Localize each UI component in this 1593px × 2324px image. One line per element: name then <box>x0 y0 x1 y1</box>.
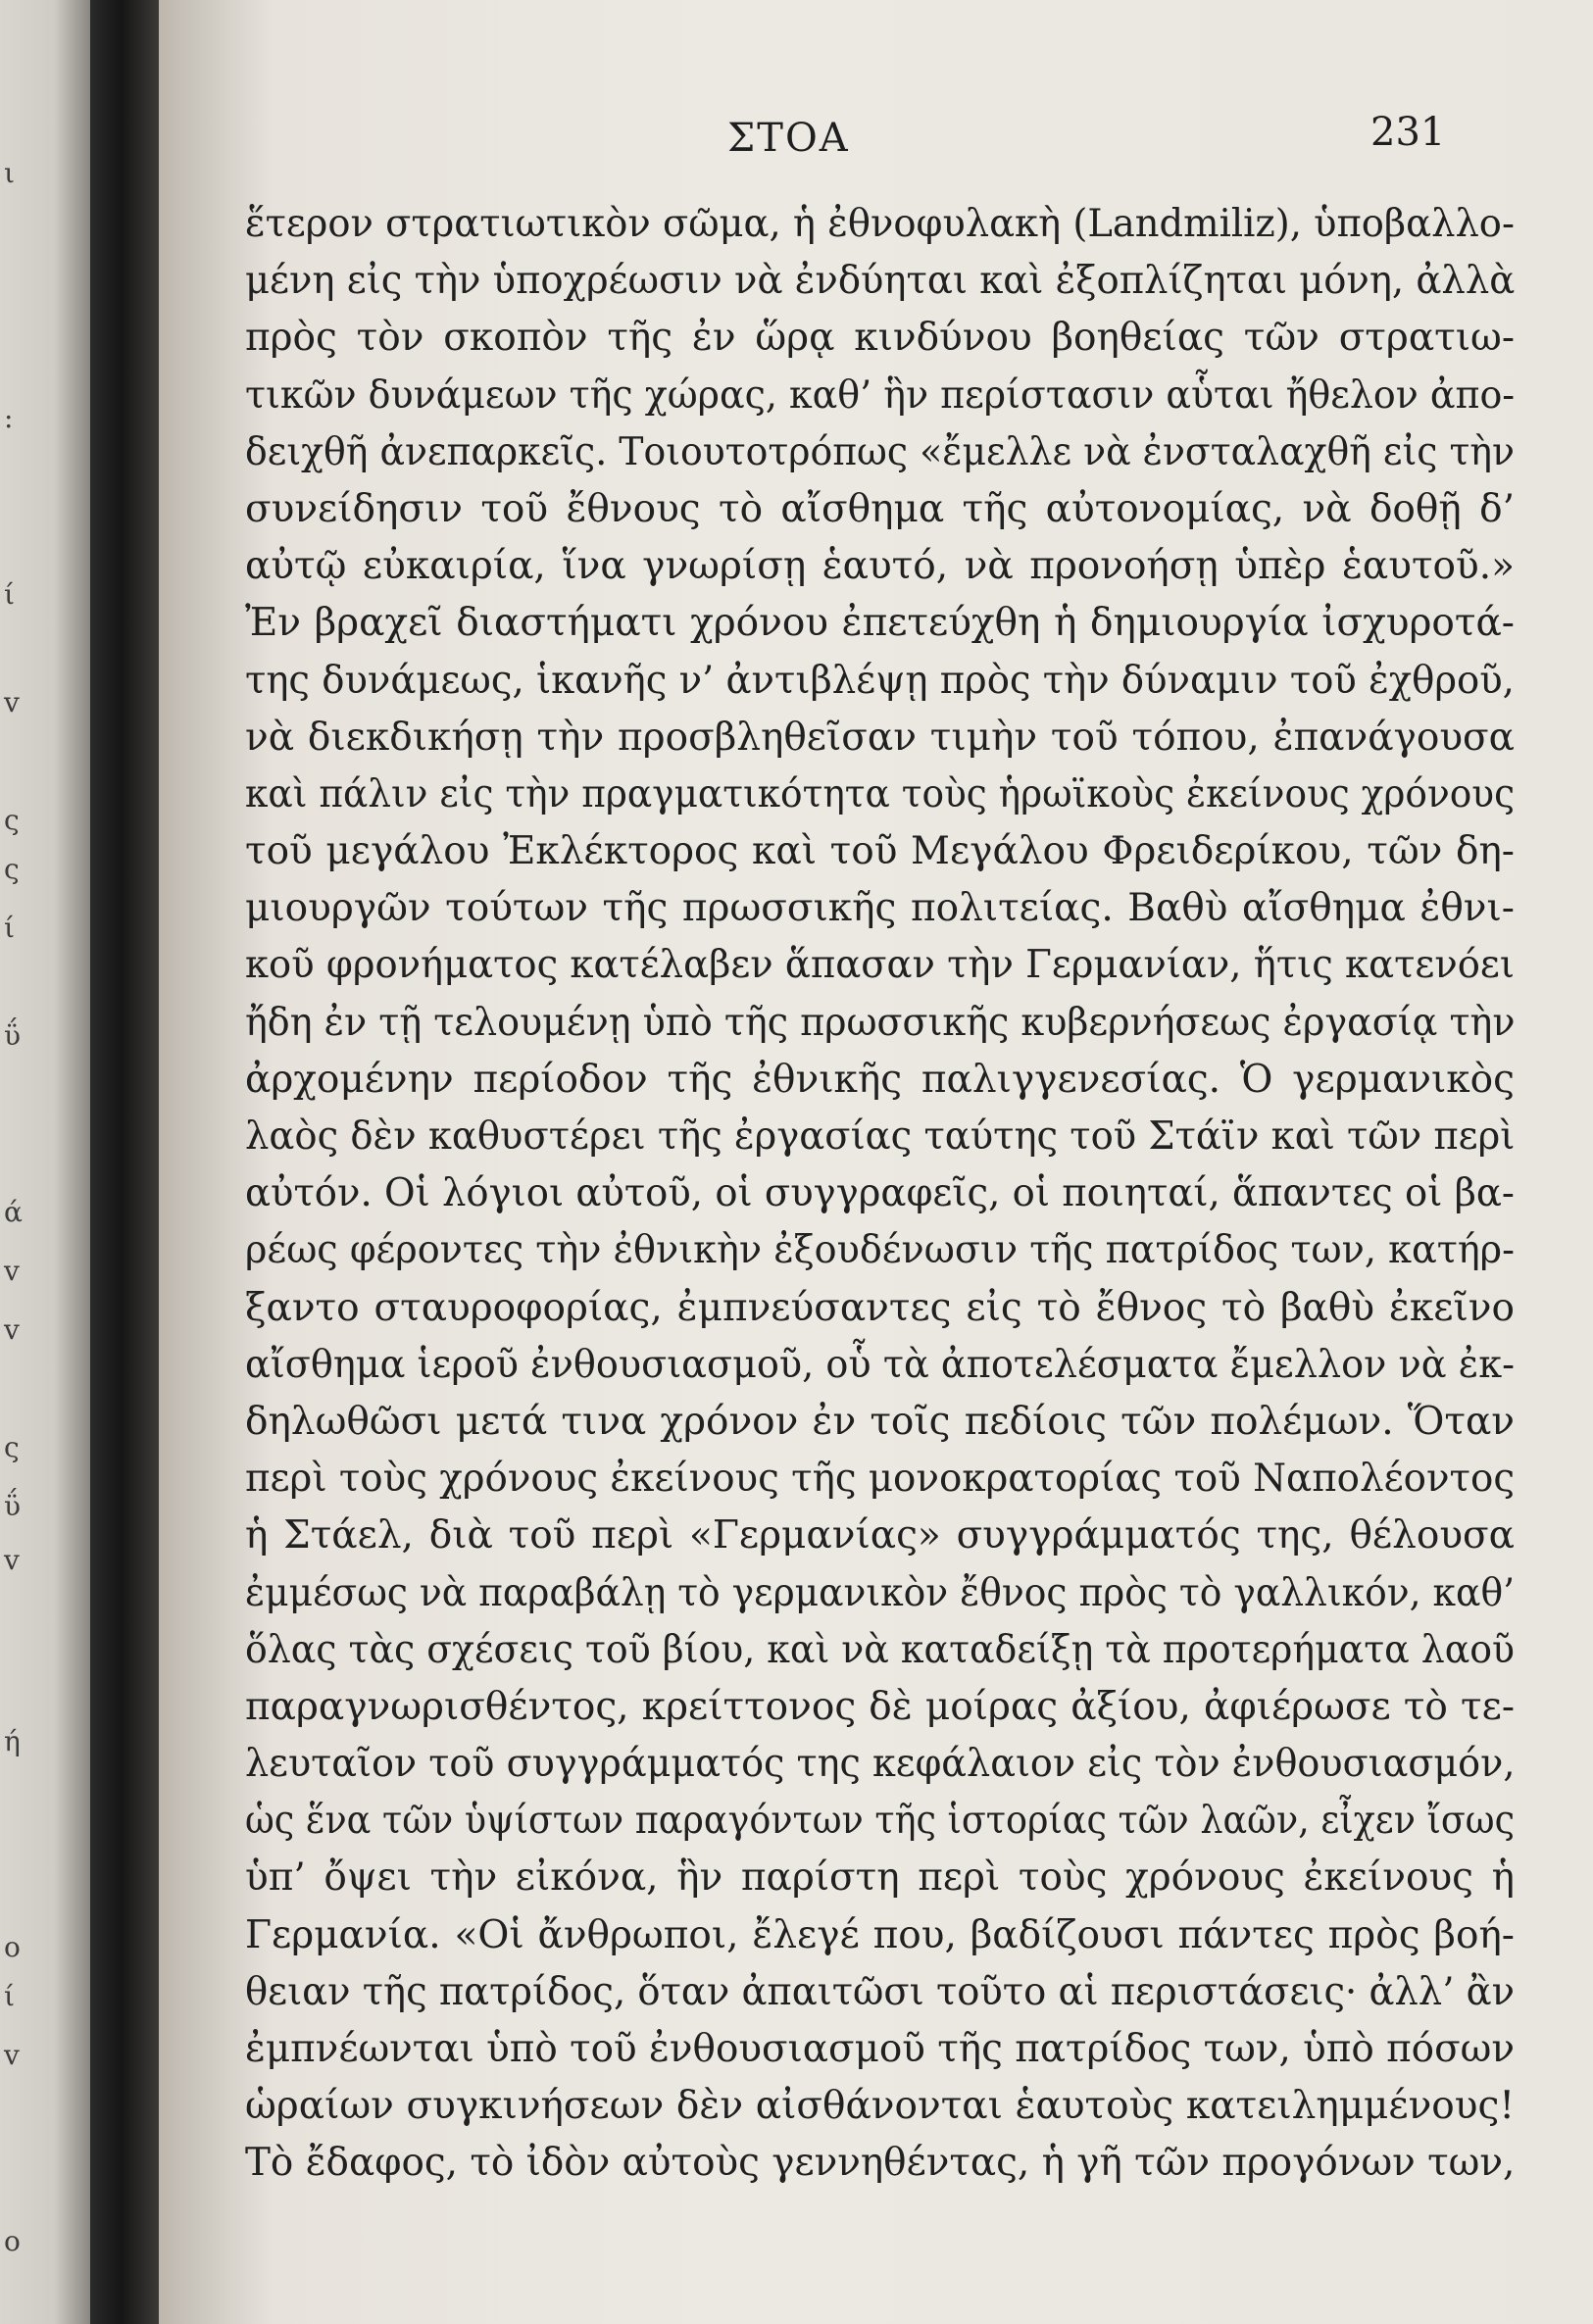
text-line: καὶ πάλιν εἰς τὴν πραγματικότητα τοὺς ἡρωϊκοὺς ἐκείνους χρόνους <box>245 771 1516 816</box>
body-text <box>245 196 1515 2193</box>
text-line: μιουργῶν τούτων τῆς πρωσσικῆς πολιτείας. Βαθὺ αἴσθημα ἐθνι- <box>245 886 1515 931</box>
text-line: Γερμανία. «Οἱ ἄνθρωποι, ἔλεγέ που, βαδίζουσι πάντες πρὸς βοή- <box>245 1912 1515 1957</box>
text-line: ὅλας τὰς σχέσεις τοῦ βίου, καὶ νὰ καταδείξῃ τὰ προτερήματα λαοῦ <box>245 1627 1516 1672</box>
text-line: ὡς ἕνα τῶν ὑψίστων παραγόντων τῆς ἱστορίας τῶν λαῶν, εἶχεν ἴσως <box>245 1799 1516 1844</box>
text-line: αὐτῷ εὐκαιρία, ἵνα γνωρίσῃ ἑαυτό, νὰ προνοήσῃ ὑπὲρ ἑαυτοῦ.» <box>245 544 1515 589</box>
previous-page-edge <box>0 0 90 2324</box>
text-line: θειαν τῆς πατρίδος, ὅταν ἀπαιτῶσι τοῦτο αἱ περιστάσεις· ἀλλ’ ἂν <box>245 1969 1516 2014</box>
previous-page-fragment: ι <box>4 157 15 189</box>
previous-page-fragment: ά <box>4 1196 23 1228</box>
previous-page-fragment: ί <box>4 1980 15 2012</box>
book-gutter <box>90 0 159 2324</box>
text-line: ρέως φέροντες τὴν ἐθνικὴν ἐξουδένωσιν τῆς πατρίδος των, κατήρ- <box>245 1228 1516 1273</box>
text-line: περὶ τοὺς χρόνους ἐκείνους τῆς μονοκρατορίας τοῦ Ναπολέοντος <box>245 1457 1516 1502</box>
text-line: αὐτόν. Οἱ λόγιοι αὐτοῦ, οἱ συγγραφεῖς, οἱ ποιηταί, ἅπαντες οἱ βα- <box>245 1171 1515 1216</box>
text-line: ἐμμέσως νὰ παραβάλῃ τὸ γερμανικὸν ἔθνος πρὸς τὸ γαλλικόν, καθ’ <box>245 1570 1516 1615</box>
text-line: ὡραίων συγκινήσεων δὲν αἰσθάνονται ἑαυτοὺς κατειλημμένους! <box>245 2084 1515 2129</box>
running-head: ΣΤΟΑ <box>727 116 850 161</box>
previous-page-fragment: ς <box>4 853 20 885</box>
text-line: ὑπ’ ὄψει τὴν εἰκόνα, ἣν παρίστη περὶ τοὺς χρόνους ἐκείνους ἡ <box>245 1855 1515 1901</box>
previous-page-fragment: v <box>4 2039 20 2071</box>
previous-page-fragment: ς <box>4 804 20 836</box>
previous-page-fragment: v <box>4 1544 20 1576</box>
text-line: Ἐν βραχεῖ διαστήματι χρόνου ἐπετεύχθη ἡ δημιουργία ἰσχυροτά- <box>245 601 1515 646</box>
text-line: αἴσθημα ἱεροῦ ἐνθουσιασμοῦ, οὗ τὰ ἀποτελέσματα ἔμελλον νὰ ἐκ- <box>245 1342 1516 1387</box>
text-line: δηλωθῶσι μετά τινα χρόνον ἐν τοῖς πεδίοις τῶν πολέμων. Ὅταν <box>245 1399 1515 1444</box>
text-line: λευταῖον τοῦ συγγράμματός της κεφάλαιον εἰς τὸν ἐνθουσιασμόν, <box>245 1742 1516 1787</box>
text-line: μένη εἰς τὴν ὑποχρέωσιν νὰ ἐνδύηται καὶ ἐξοπλίζηται μόνη, ἀλλὰ <box>245 259 1516 304</box>
text-line: ἤδη ἐν τῇ τελουμένῃ ὑπὸ τῆς πρωσσικῆς κυβερνήσεως ἐργασίᾳ τὴν <box>245 1000 1516 1045</box>
text-line: δειχθῆ ἀνεπαρκεῖς. Τοιουτοτρόπως «ἔμελλε νὰ ἐνσταλαχθῆ εἰς τὴν <box>245 429 1516 474</box>
previous-page-fragment: o <box>4 1931 21 1963</box>
previous-page-fragment: v <box>4 1313 20 1346</box>
previous-page-fragment: ΰ <box>4 1490 22 1522</box>
text-line: συνείδησιν τοῦ ἔθνους τὸ αἴσθημα τῆς αὐτονομίας, νὰ δοθῇ δ’ <box>245 486 1515 531</box>
book-page <box>159 0 1593 2324</box>
page-number: 231 <box>1370 110 1446 155</box>
previous-page-fragment: v <box>4 686 20 718</box>
text-line: της δυνάμεως, ἱκανῆς ν’ ἀντιβλέψῃ πρὸς τὴν δύναμιν τοῦ ἐχθροῦ, <box>245 658 1515 703</box>
text-line: τικῶν δυνάμεων τῆς χώρας, καθ’ ἣν περίστασιν αὗται ἤθελον ἀπο- <box>245 372 1516 418</box>
text-line: ἡ Στάελ, διὰ τοῦ περὶ «Γερμανίας» συγγράμματός της, θέλουσα <box>245 1513 1515 1558</box>
previous-page-fragment: ΰ <box>4 1019 22 1052</box>
text-line: παραγνωρισθέντος, κρείττονος δὲ μοίρας ἀξίου, ἀφιέρωσε τὸ τε- <box>245 1684 1515 1729</box>
text-line: ἐμπνέωνται ὑπὸ τοῦ ἐνθουσιασμοῦ τῆς πατρίδος των, ὑπὸ πόσων <box>245 2027 1515 2071</box>
text-line: νὰ διεκδικήσῃ τὴν προσβληθεῖσαν τιμὴν τοῦ τόπου, ἐπανάγουσα <box>245 715 1515 760</box>
text-line: πρὸς τὸν σκοπὸν τῆς ἐν ὥρᾳ κινδύνου βοηθείας τῶν στρατιω- <box>245 316 1515 361</box>
text-line: κοῦ φρονήματος κατέλαβεν ἅπασαν τὴν Γερμανίαν, ἥτις κατενόει <box>245 943 1515 988</box>
text-line: ἕτερον στρατιωτικὸν σῶμα, ἡ ἐθνοφυλακὴ (Landmiliz), ὑποβαλλο- <box>245 202 1515 246</box>
previous-page-fragment: ς <box>4 1431 20 1463</box>
text-line: ξαντο σταυροφορίας, ἐμπνεύσαντες εἰς τὸ ἔθνος τὸ βαθὺ ἐκεῖνο <box>245 1285 1515 1330</box>
text-line: ἀρχομένην περίοδον τῆς ἐθνικῆς παλιγγενεσίας. Ὁ γερμανικὸς <box>245 1057 1515 1102</box>
previous-page-fragment: ί <box>4 912 15 944</box>
text-line: Τὸ ἔδαφος, τὸ ἰδὸν αὐτοὺς γεννηθέντας, ἡ γῆ τῶν προγόνων των, <box>245 2141 1516 2186</box>
text-line: λαὸς δὲν καθυστέρει τῆς ἐργασίας ταύτης τοῦ Στάϊν καὶ τῶν περὶ <box>245 1114 1516 1159</box>
previous-page-fragment: : <box>4 402 14 434</box>
previous-page-fragment: ή <box>4 1725 21 1757</box>
text-line: τοῦ μεγάλου Ἐκλέκτορος καὶ τοῦ Μεγάλου Φρειδερίκου, τῶν δη- <box>245 829 1515 874</box>
previous-page-fragment: v <box>4 1255 20 1287</box>
previous-page-fragment: ί <box>4 578 15 611</box>
previous-page-fragment: o <box>4 2225 21 2257</box>
